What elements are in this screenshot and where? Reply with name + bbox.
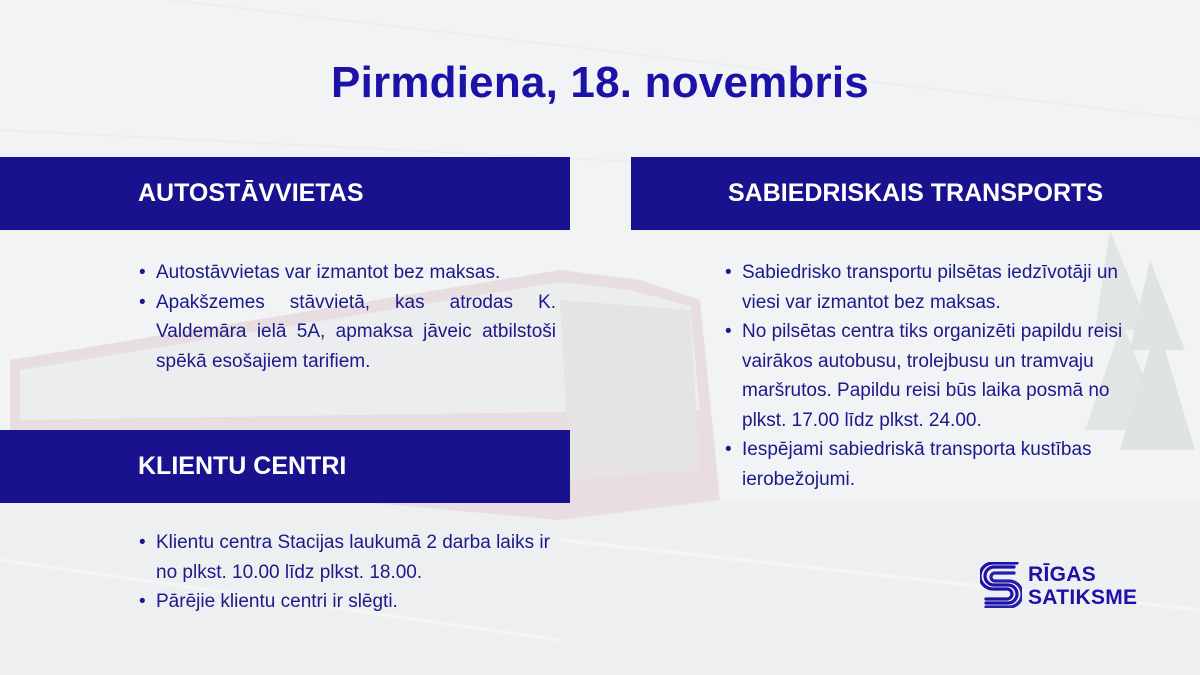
parking-header: [0, 157, 570, 230]
parking-heading: AUTOSTĀVVIETAS: [138, 179, 364, 207]
clients-heading: KLIENTU CENTRI: [138, 452, 347, 480]
logo-line-2: SATIKSME: [1028, 586, 1138, 609]
list-item: • Apakšzemes stāvvietā, kas atrodas K. Valdemāra ielā 5A, apmaksa jāveic atbilstoši spēkā esošajiem tarifiem.: [156, 288, 556, 377]
logo-wordmark: [1028, 563, 1137, 609]
list-item: • Klientu centra Stacijas laukumā 2 darba laiks ir no plkst. 10.00 līdz plkst. 18.00.: [156, 528, 556, 587]
list-item: • Sabiedrisko transportu pilsētas iedzīvotāji un viesi var izmantot bez maksas.: [742, 258, 1142, 317]
list-item: • Autostāvvietas var izmantot bez maksas.: [156, 258, 556, 288]
clients-header: [0, 430, 570, 503]
list-item: • Pārējie klientu centri ir slēgti.: [156, 587, 556, 617]
rigas-satiksme-logo: [980, 562, 1160, 612]
rigas-satiksme-logo-icon: [980, 562, 1022, 608]
list-item: • No pilsētas centra tiks organizēti papildu reisi vairākos autobusu, trolejbusu un tramvaju maršrutos. Papildu reisi būs laika posmā no plkst. 17.00 līdz plkst. 24.00.: [742, 317, 1142, 435]
page-title: Pirmdiena, 18. novembris: [331, 58, 869, 107]
transport-list: [724, 258, 1142, 494]
clients-list: [138, 528, 556, 617]
parking-list: [138, 258, 556, 376]
logo-line-1: RĪGAS: [1028, 563, 1097, 586]
transport-header: [631, 157, 1200, 230]
transport-heading: SABIEDRISKAIS TRANSPORTS: [727, 179, 1104, 207]
list-item: • Iespējami sabiedriskā transporta kustības ierobežojumi.: [742, 435, 1142, 494]
